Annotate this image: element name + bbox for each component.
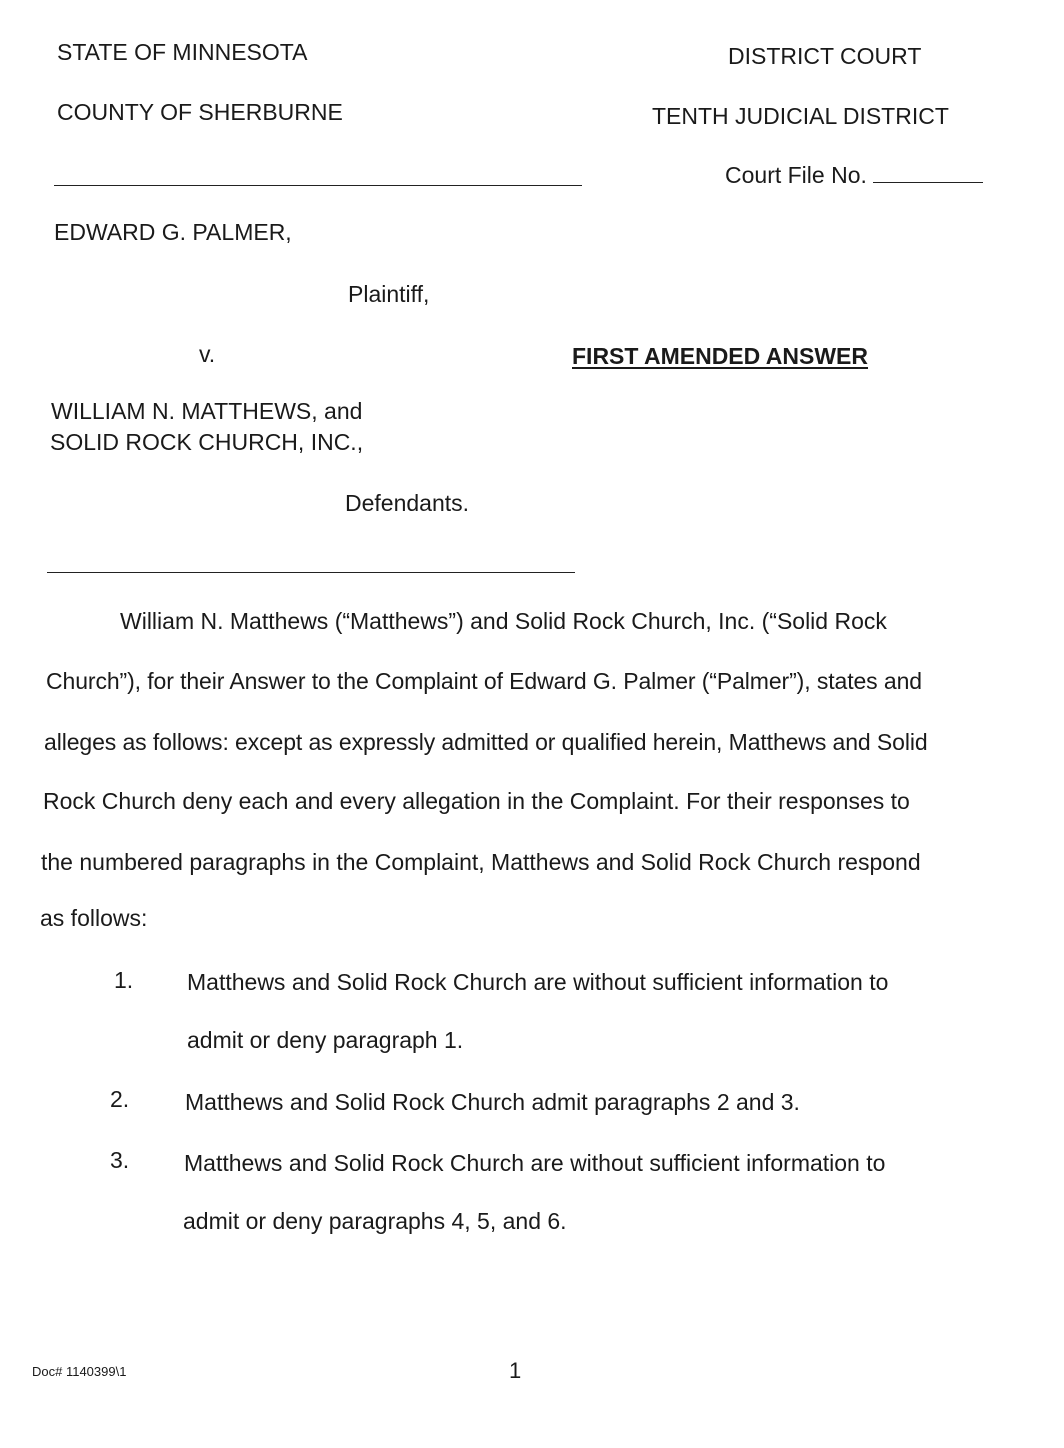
judicial-district: TENTH JUDICIAL DISTRICT (652, 103, 949, 129)
response-line: admit or deny paragraph 1. (187, 1027, 464, 1053)
caption-top-rule (54, 185, 582, 186)
defendant-line-1: WILLIAM N. MATTHEWS, and (51, 398, 363, 424)
intro-line: Rock Church deny each and every allegation in the Complaint. For their responses to (43, 788, 910, 814)
response-line: Matthews and Solid Rock Church are without sufficient information to (184, 1150, 886, 1176)
response-line: Matthews and Solid Rock Church admit paragraphs 2 and 3. (185, 1089, 800, 1115)
plaintiff-role: Plaintiff, (348, 281, 430, 307)
document-id: Doc# 1140399\1 (32, 1364, 127, 1379)
court-file-label: Court File No. (725, 162, 867, 188)
intro-line: as follows: (40, 905, 148, 931)
page-number: 1 (509, 1358, 522, 1383)
defendant-line-2: SOLID ROCK CHURCH, INC., (50, 429, 364, 455)
response-line: admit or deny paragraphs 4, 5, and 6. (183, 1208, 567, 1234)
intro-line: alleges as follows: except as expressly admitted or qualified herein, Matthews and Solid (44, 729, 928, 755)
response-number: 1. (114, 967, 134, 993)
intro-line: Church”), for their Answer to the Complaint of Edward G. Palmer (“Palmer”), states and (46, 668, 922, 694)
intro-line: William N. Matthews (“Matthews”) and Solid Rock Church, Inc. (“Solid Rock (120, 608, 887, 634)
caption-bottom-rule (47, 572, 575, 573)
plaintiff-name: EDWARD G. PALMER, (54, 219, 292, 245)
state-name: STATE OF MINNESOTA (57, 39, 308, 65)
versus: v. (199, 341, 216, 367)
response-number: 3. (110, 1147, 130, 1173)
response-number: 2. (110, 1086, 130, 1112)
document-title: FIRST AMENDED ANSWER (572, 343, 869, 369)
court-file-number (725, 161, 983, 189)
court-name: DISTRICT COURT (728, 43, 922, 69)
court-file-blank (873, 162, 983, 183)
county-name: COUNTY OF SHERBURNE (57, 99, 343, 125)
defendant-role: Defendants. (345, 490, 470, 516)
intro-line: the numbered paragraphs in the Complaint, Matthews and Solid Rock Church respond (41, 849, 921, 875)
response-line: Matthews and Solid Rock Church are without sufficient information to (187, 969, 889, 995)
